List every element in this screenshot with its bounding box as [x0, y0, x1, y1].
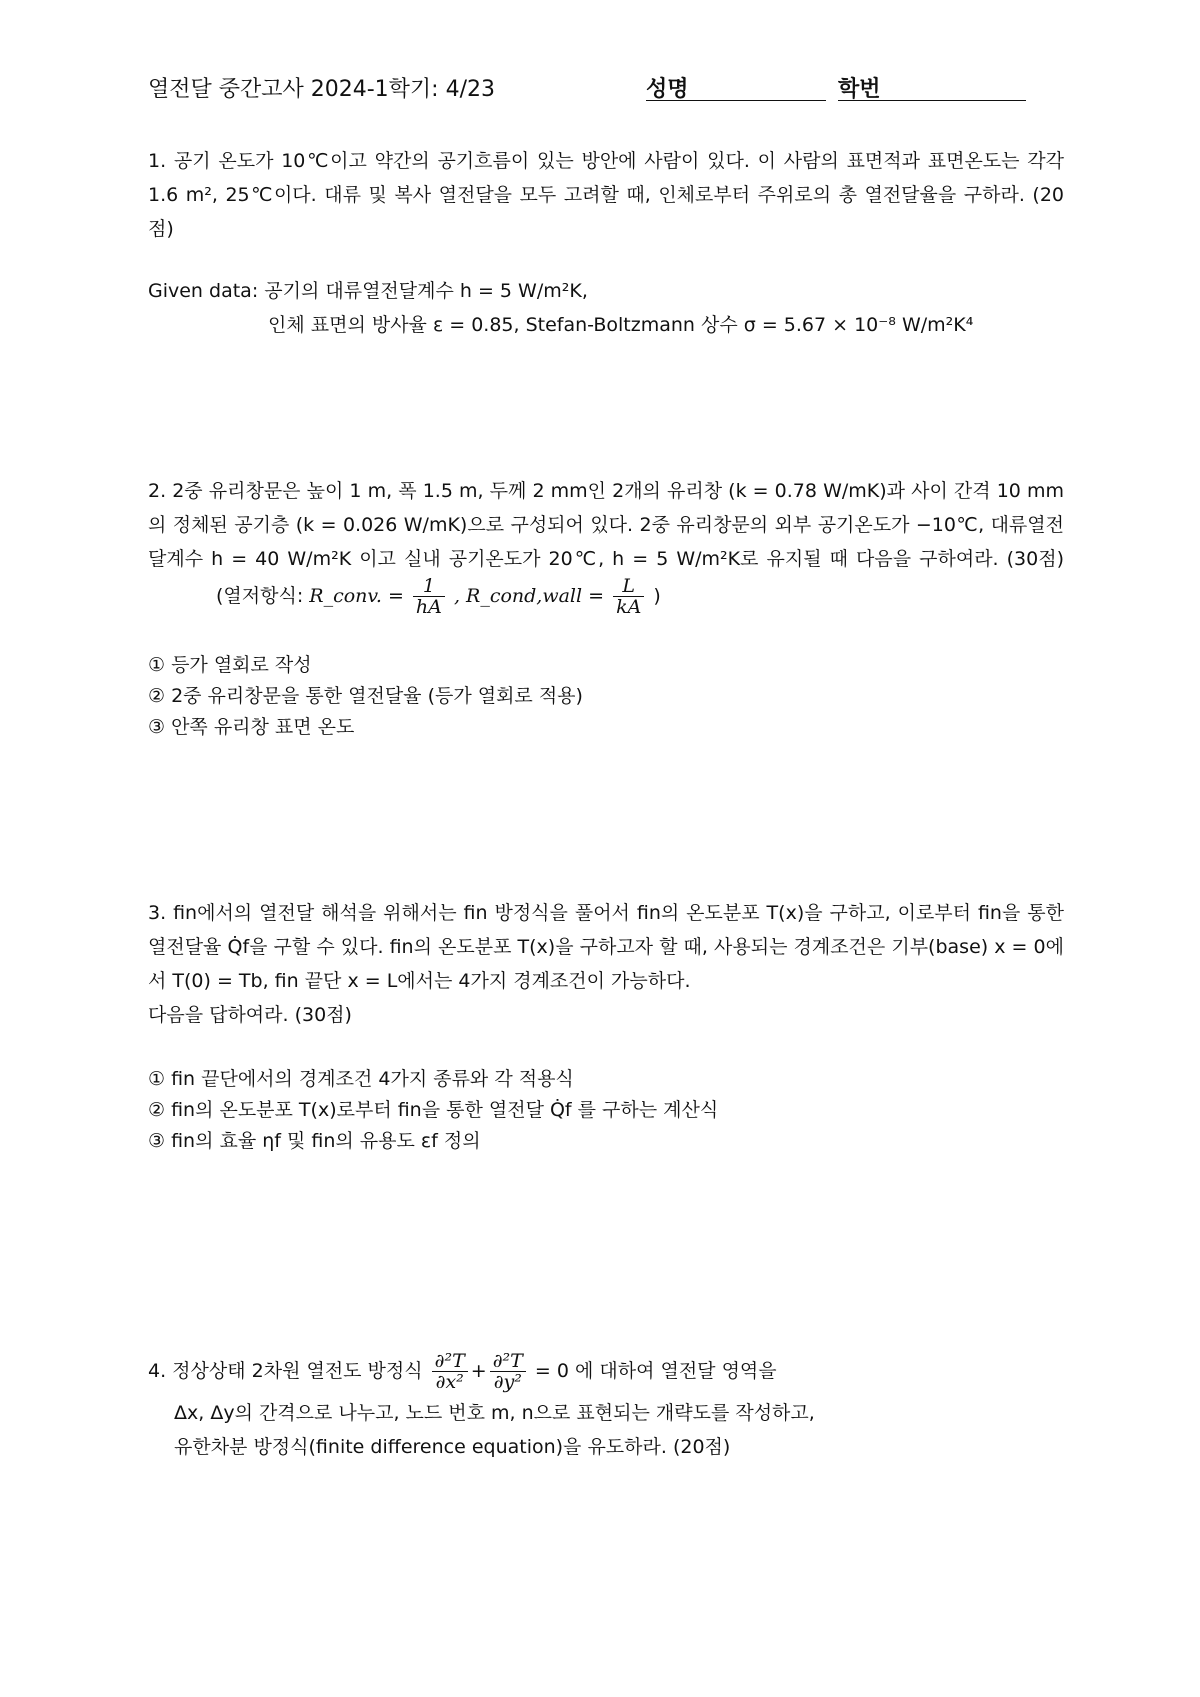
d2t-dx2-denominator: ∂x²	[435, 1371, 464, 1393]
question-4-equation-rest: = 0 에 대하여 열전달 영역을	[534, 1360, 777, 1382]
question-4-line-2: Δx, Δy의 간격으로 나누고, 노드 번호 m, n으로 표현되는 개략도를 작성하고,	[174, 1402, 815, 1424]
question-4-line-3: 유한차분 방정식(finite difference equation)을 유도하라. (20점)	[174, 1436, 731, 1458]
question-3-instruction: 다음을 답하여라. (30점)	[148, 1004, 352, 1026]
d2t-dx2-numerator: ∂²T	[432, 1351, 468, 1372]
given-data-line-1: Given data: 공기의 대류열전달계수 h = 5 W/m²K,	[148, 280, 588, 302]
d2t-dx2-fraction	[432, 1351, 468, 1392]
question-3	[148, 896, 1064, 1032]
plus-sign: +	[470, 1360, 487, 1382]
list-item: ② 2중 유리창문을 통한 열전달율 (등가 열회로 적용)	[148, 685, 583, 707]
name-blank-line	[646, 100, 826, 101]
exam-header	[148, 68, 1048, 108]
r-cond-label: , R_cond,wall =	[453, 585, 611, 607]
exam-title: 열전달 중간고사 2024-1학기: 4/23	[148, 77, 495, 102]
list-item: ② fin의 온도분포 T(x)로부터 fin을 통한 열전달 Q̇f 를 구하는 계산식	[148, 1099, 719, 1121]
list-item: ① 등가 열회로 작성	[148, 654, 312, 676]
student-id-blank-line	[838, 100, 1026, 101]
r-cond-fraction	[613, 576, 644, 617]
question-3-text: 3. fin에서의 열전달 해석을 위해서는 fin 방정식을 풀어서 fin의 온도분포 T(x)을 구하고, 이로부터 fin을 통한 열전달율 Q̇f을 구할 수 있다. fin의 온도분포 T(x)을 구하고자 할 때, 사용되는 경계조건은 기부(base) x = 0에서 T(0) = Tb, fin 끝단 x = L에서는 4가지 경계조건이 가능하다.	[148, 902, 1064, 992]
question-2	[148, 474, 1064, 617]
list-item: ① fin 끝단에서의 경계조건 4가지 종류와 각 적용식	[148, 1068, 574, 1090]
thermal-resistance-formula	[216, 575, 661, 618]
d2t-dy2-denominator: ∂y²	[493, 1371, 522, 1393]
list-item: ③ 안쪽 유리창 표면 온도	[148, 716, 355, 738]
question-1-given-data	[148, 274, 1064, 342]
question-1	[148, 144, 1064, 246]
r-conv-label: R_conv. =	[309, 585, 410, 607]
d2t-dy2-numerator: ∂²T	[490, 1351, 526, 1372]
question-2-subitems	[148, 650, 1048, 743]
d2t-dy2-fraction	[490, 1351, 526, 1392]
given-data-line-2: 인체 표면의 방사율 ε = 0.85, Stefan-Boltzmann 상수 σ = 5.67 × 10⁻⁸ W/m²K⁴	[268, 314, 974, 336]
r-conv-numerator: 1	[413, 576, 445, 597]
question-2-text: 2. 2중 유리창문은 높이 1 m, 폭 1.5 m, 두께 2 mm인 2개의 유리창 (k = 0.78 W/mK)과 사이 간격 10 mm의 정체된 공기층 (k = 0.026 W/mK)으로 구성되어 있다. 2중 유리창문의 외부 공기온도가 −10℃, 대류열전달계수 h = 40 W/m²K 이고 실내 공기온도가 20℃, h = 5 W/m²K로 유지될 때 다음을 구하여라. (30점)	[148, 480, 1064, 570]
student-id-label: 학번	[838, 77, 881, 102]
question-1-text: 1. 공기 온도가 10℃이고 약간의 공기흐름이 있는 방안에 사람이 있다. 이 사람의 표면적과 표면온도는 각각 1.6 m², 25℃이다. 대류 및 복사 열전달을 모두 고려할 때, 인체로부터 주위로의 총 열전달율을 구하라. (20점)	[148, 150, 1064, 240]
r-conv-denominator: hA	[415, 596, 442, 618]
name-label: 성명	[646, 77, 689, 102]
question-4	[148, 1346, 1064, 1464]
question-4-equation-line	[148, 1346, 1064, 1396]
question-4-prefix: 4. 정상상태 2차원 열전도 방정식	[148, 1360, 429, 1382]
question-3-subitems	[148, 1064, 1048, 1157]
list-item: ③ fin의 효율 ηf 및 fin의 유용도 εf 정의	[148, 1130, 481, 1152]
formula-prefix: (열저항식:	[216, 585, 310, 607]
r-cond-numerator: L	[613, 576, 644, 597]
r-conv-fraction	[413, 576, 445, 617]
r-cond-denominator: kA	[616, 596, 642, 618]
formula-suffix: )	[653, 585, 661, 607]
